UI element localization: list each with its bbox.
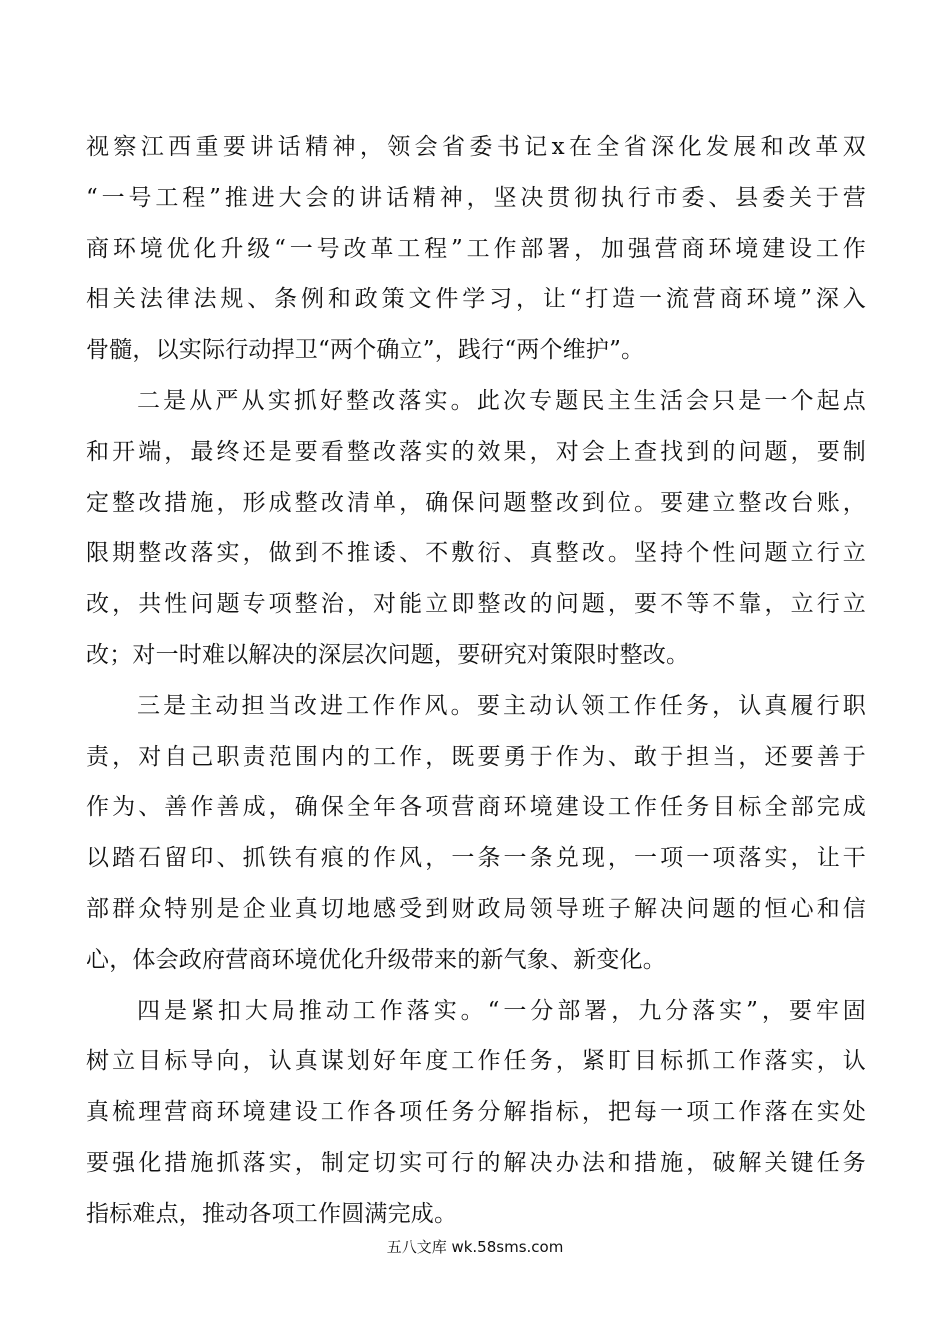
text-line: 树立目标导向，认真谋划好年度工作任务，紧盯目标抓工作落实，认 — [86, 1048, 866, 1075]
text-line: 四是紧扣大局推动工作落实。“一分部署，九分落实”，要牢固 — [137, 997, 866, 1024]
text-line: 部群众特别是企业真切地感受到财政局领导班子解决问题的恒心和信 — [86, 895, 866, 922]
text-line: 相关法律法规、条例和政策文件学习，让“打造一流营商环境”深入 — [86, 286, 866, 313]
text-line: 改；对一时难以解决的深层次问题，要研究对策限时整改。 — [86, 641, 690, 668]
text-line: 骨髓，以实际行动捍卫“两个确立”，践行“两个维护”。 — [86, 337, 645, 364]
text-line: “一号工程”推进大会的讲话精神，坚决贯彻执行市委、县委关于营 — [86, 184, 866, 211]
paragraph-3 — [86, 681, 866, 986]
text-line: 三是主动担当改进工作作风。要主动认领工作任务，认真履行职 — [137, 692, 866, 719]
text-line: 要强化措施抓落实，制定切实可行的解决办法和措施，破解关键任务 — [86, 1149, 866, 1176]
paragraph-2 — [86, 376, 866, 681]
text-line: 限期整改落实，做到不推诿、不敷衍、真整改。坚持个性问题立行立 — [86, 540, 866, 567]
text-line: 心，体会政府营商环境优化升级带来的新气象、新变化。 — [86, 946, 666, 973]
footer-watermark: 五八文库 wk.58sms.com — [386, 1238, 564, 1256]
text-line: 指标难点，推动各项工作圆满完成。 — [86, 1200, 458, 1227]
text-line: 定整改措施，形成整改清单，确保问题整改到位。要建立整改台账， — [86, 489, 866, 516]
text-line: 作为、善作善成，确保全年各项营商环境建设工作任务目标全部完成 — [86, 794, 866, 821]
body-text — [86, 122, 866, 1240]
text-line: 以踏石留印、抓铁有痕的作风，一条一条兑现，一项一项落实，让干 — [86, 845, 866, 872]
text-line: 责，对自己职责范围内的工作，既要勇于作为、敢于担当，还要善于 — [86, 743, 866, 770]
text-line: 真梳理营商环境建设工作各项任务分解指标，把每一项工作落在实处 — [86, 1099, 866, 1126]
text-line: 商环境优化升级“一号改革工程”工作部署，加强营商环境建设工作 — [86, 235, 866, 262]
text-line: 改，共性问题专项整治，对能立即整改的问题，要不等不靠，立行立 — [86, 591, 866, 618]
paragraph-1 — [86, 122, 866, 376]
paragraph-4 — [86, 986, 866, 1240]
text-line: 二是从严从实抓好整改落实。此次专题民主生活会只是一个起点 — [137, 387, 866, 414]
text-line: 和开端，最终还是要看整改落实的效果，对会上查找到的问题，要制 — [86, 438, 866, 465]
text-line: 视察江西重要讲话精神，领会省委书记x在全省深化发展和改革双 — [86, 134, 866, 160]
